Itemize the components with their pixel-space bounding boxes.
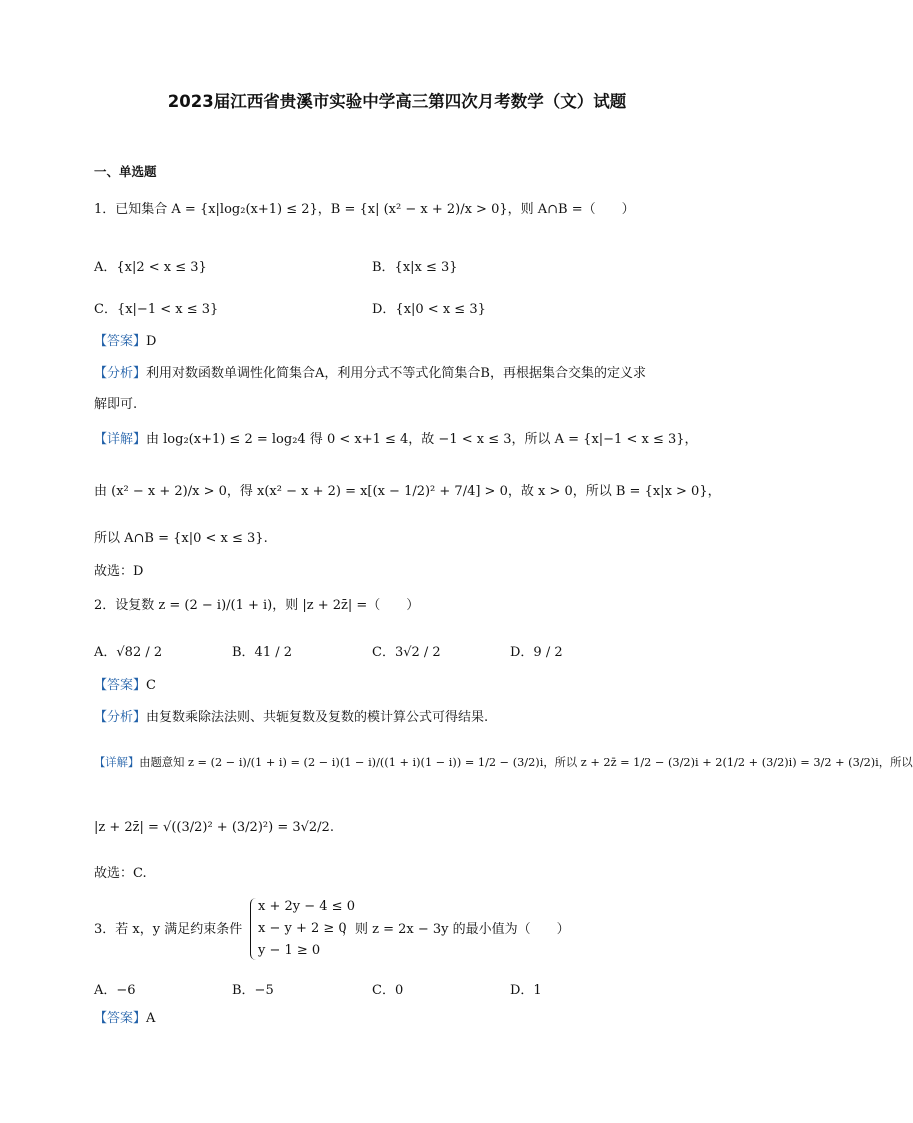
analysis-text: 利用对数函数单调性化简集合A，利用分式不等式化简集合B，再根据集合交集的定义求 — [146, 366, 646, 381]
analysis-tag: 【分析】 — [94, 710, 147, 725]
q3-option-c: C．0 — [372, 983, 404, 998]
q1-option-d: D．{x|0 < x ≤ 3} — [372, 302, 486, 317]
q3-option-b: B．−5 — [232, 983, 274, 998]
q1-detail — [94, 431, 698, 449]
answer-value: D — [146, 334, 157, 349]
constraint-2: x − y + 2 ≥ 0 — [258, 921, 347, 936]
analysis-tag: 【分析】 — [94, 366, 147, 381]
q1-option-a: A．{x|2 < x ≤ 3} — [94, 260, 207, 275]
q2-option-b: B．41 / 2 — [232, 645, 293, 660]
constraint-3: y − 1 ≥ 0 — [258, 943, 321, 958]
q1-option-b: B．{x|x ≤ 3} — [372, 260, 458, 275]
answer-value: A — [146, 1011, 156, 1026]
q2-choose: 故选：C. — [94, 866, 147, 881]
detail-text: 由 log₂(x+1) ≤ 2 = log₂4 得 0 < x+1 ≤ 4，故 −1 < x ≤ 3，所以 A = {x|−1 < x ≤ 3}， — [146, 432, 698, 447]
q2-option-a: A．√82 / 2 — [94, 645, 163, 660]
q1-analysis — [94, 365, 646, 383]
q3-stem-pre: 3．若 x，y 满足约束条件 — [94, 922, 243, 937]
q1-detail-3: 所以 A∩B = {x|0 < x ≤ 3}. — [94, 531, 268, 546]
page-title: 2023届江西省贵溪市实验中学高三第四次月考数学（文）试题 — [167, 92, 627, 111]
q1-option-c: C．{x|−1 < x ≤ 3} — [94, 302, 219, 317]
detail-tag: 【详解】 — [94, 756, 140, 769]
analysis-text: 由复数乘除法法则、共轭复数及复数的模计算公式可得结果. — [146, 710, 489, 725]
q3-stem-post: ，则 z = 2x − 3y 的最小值为（ ） — [342, 922, 570, 937]
answer-value: C — [146, 678, 156, 693]
constraint-brace — [250, 898, 257, 960]
q2-detail-2: |z + 2z̄| = √((3/2)² + (3/2)²) = 3√2/2. — [94, 820, 334, 835]
q3-stem — [94, 921, 242, 939]
q1-answer — [94, 333, 156, 351]
q2-stem: 2．设复数 z = (2 − i)/(1 + i)，则 |z + 2z̄| =（ ） — [94, 598, 420, 613]
q3-answer — [94, 1010, 155, 1028]
q2-detail — [94, 754, 913, 772]
answer-tag: 【答案】 — [94, 334, 147, 349]
answer-tag: 【答案】 — [94, 678, 147, 693]
q1-stem: 1．已知集合 A = {x|log₂(x+1) ≤ 2}，B = {x| (x² − x + 2)/x > 0}，则 A∩B =（ ） — [94, 202, 635, 217]
q1-choose: 故选：D — [94, 564, 144, 579]
answer-tag: 【答案】 — [94, 1011, 147, 1026]
q1-detail-2: 由 (x² − x + 2)/x > 0，得 x(x² − x + 2) = x[(x − 1/2)² + 7/4] > 0，故 x > 0，所以 B = {x|x > 0}， — [94, 484, 721, 499]
section-heading: 一、单选题 — [94, 164, 157, 179]
q2-analysis — [94, 709, 488, 727]
detail-tag: 【详解】 — [94, 432, 147, 447]
constraint-1: x + 2y − 4 ≤ 0 — [258, 899, 355, 914]
q1-analysis-cont: 解即可. — [94, 397, 138, 412]
q2-answer — [94, 677, 156, 695]
q2-option-c: C．3√2 / 2 — [372, 645, 441, 660]
q3-option-a: A．−6 — [94, 983, 136, 998]
q3-option-d: D．1 — [510, 983, 542, 998]
detail-text: 由题意知 z = (2 − i)/(1 + i) = (2 − i)(1 − i)/((1 + i)(1 − i)) = 1/2 − (3/2)i，所以 z + 2z̄ = 1/2 − (3/2)i + 2(1/2 + (3/2)i) = 3/2 + (3/2)i，所以 — [139, 756, 913, 769]
q2-option-d: D．9 / 2 — [510, 645, 563, 660]
